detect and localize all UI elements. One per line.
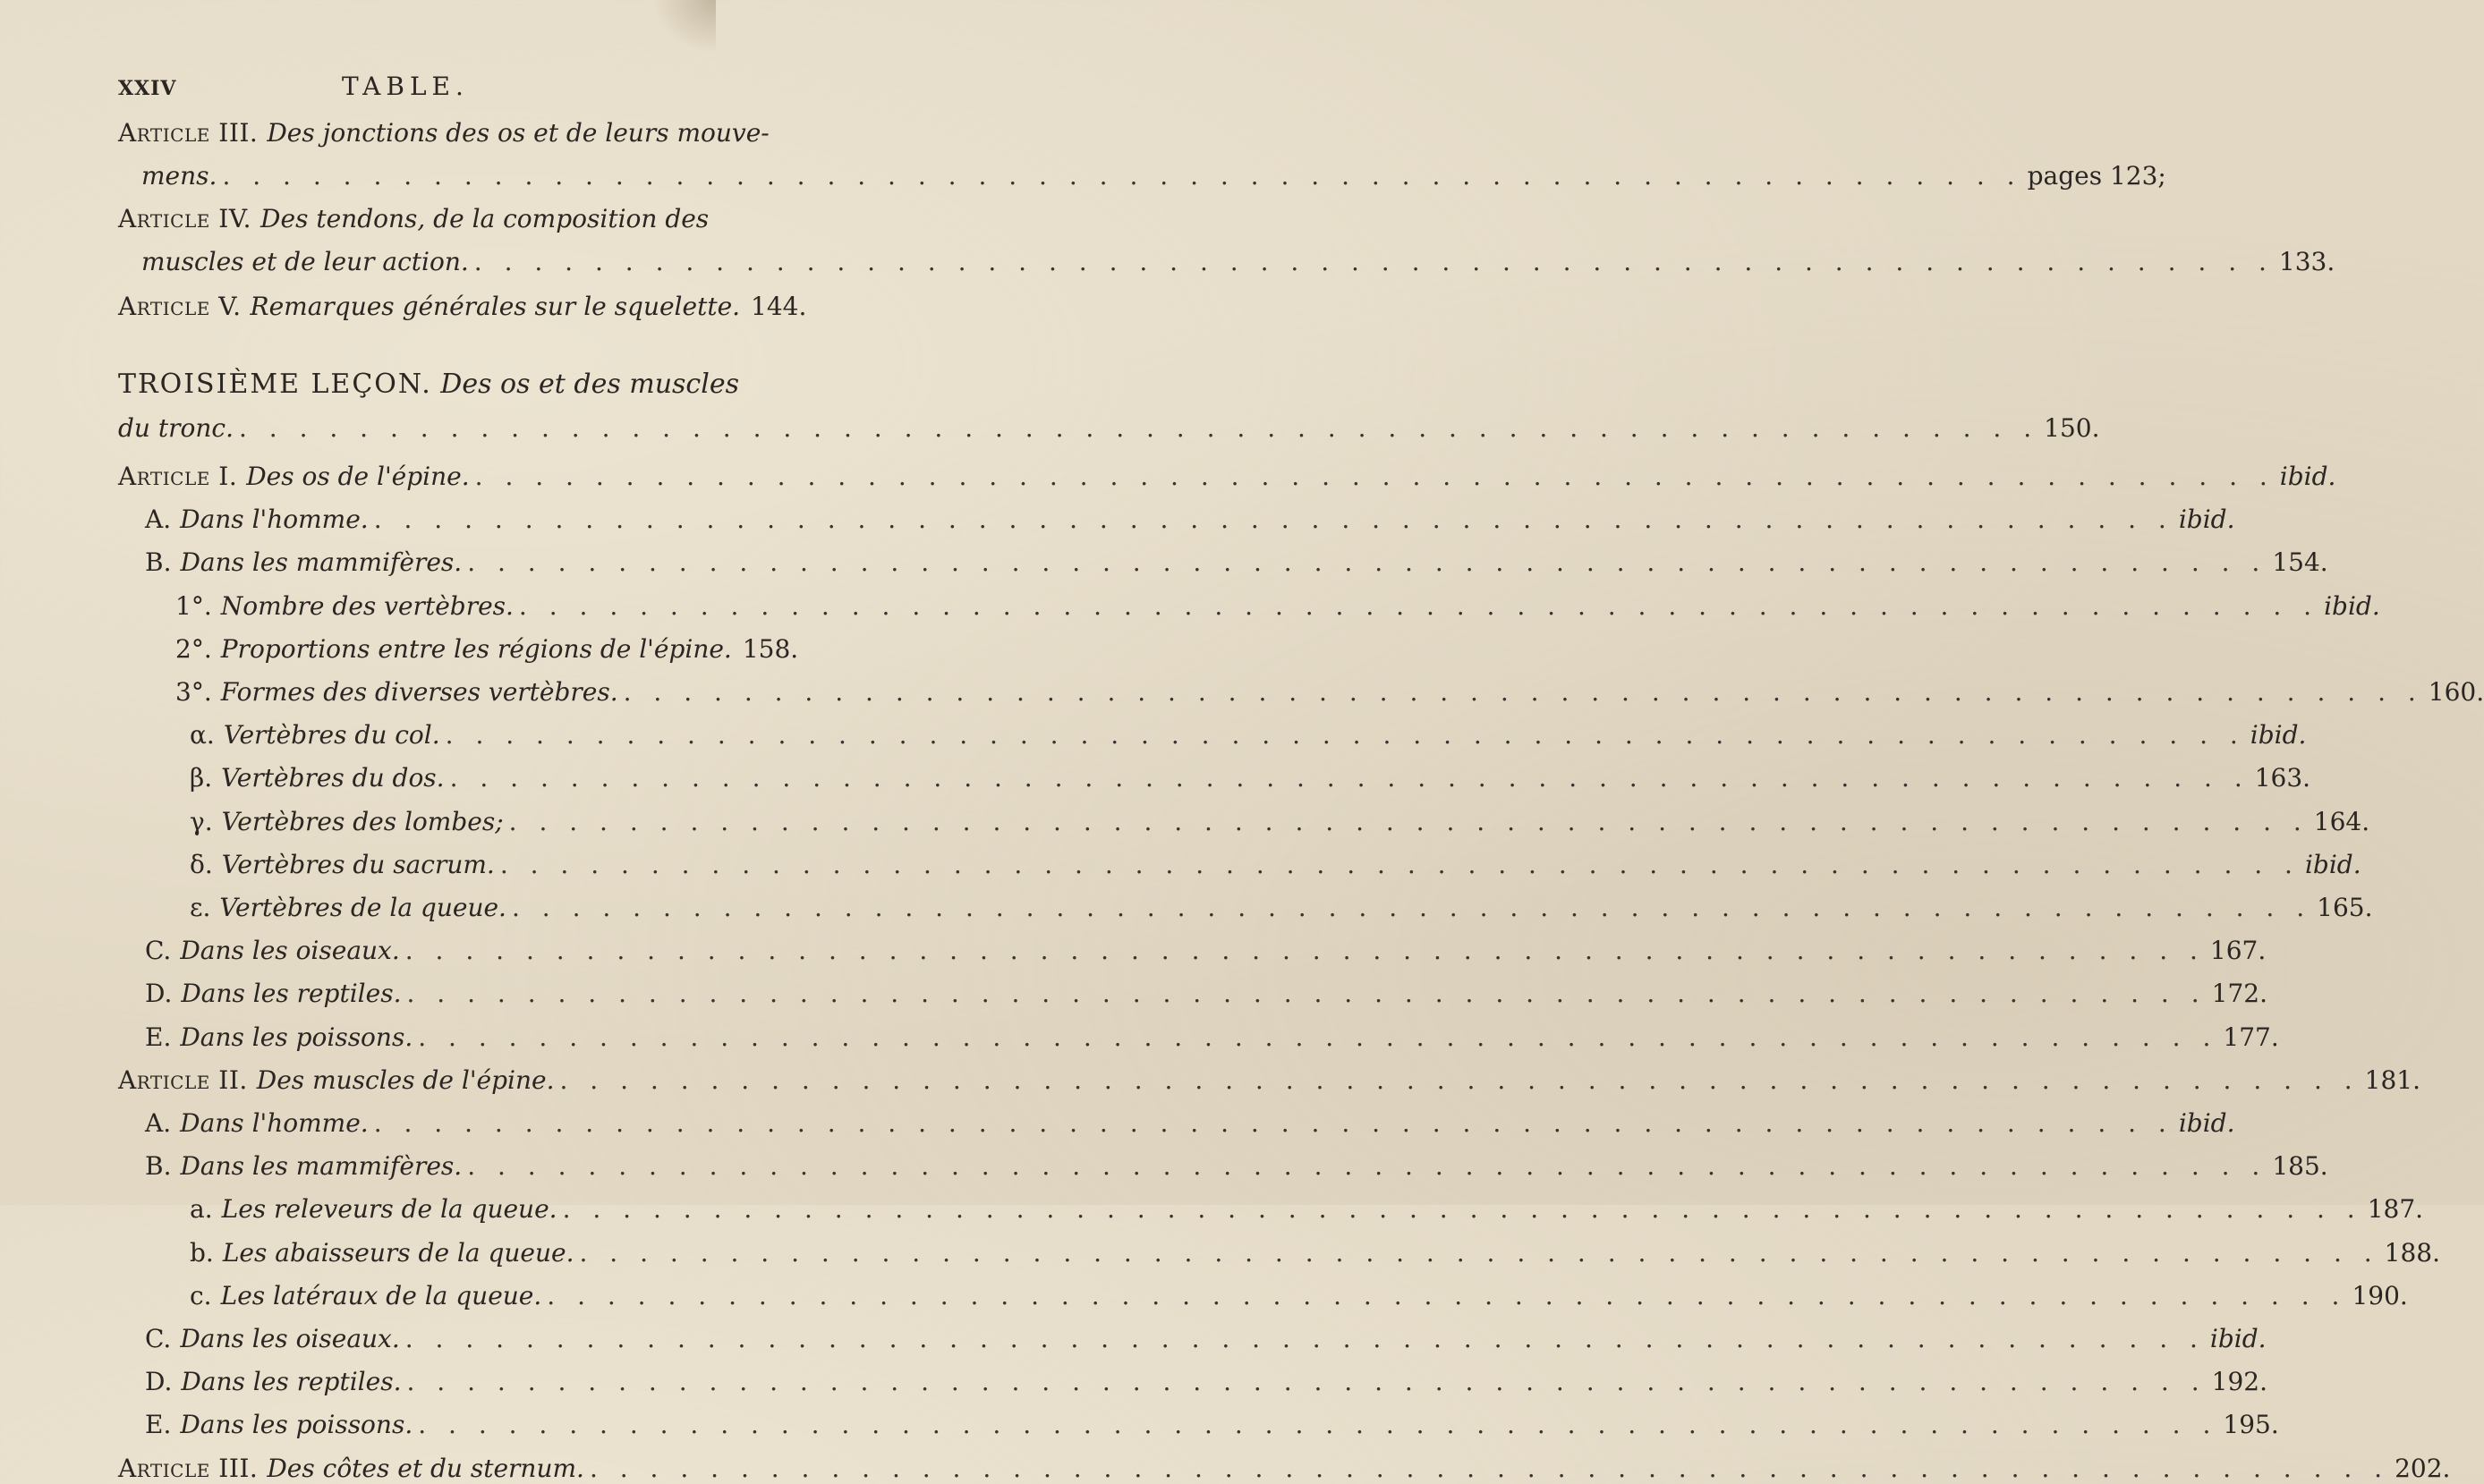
- leader-dots: [374, 505, 2174, 535]
- toc-entry-marker: c.: [190, 1281, 212, 1310]
- toc-entry-page: ibid.: [2324, 591, 2380, 621]
- toc-entry-page: pages 123;: [2027, 161, 2166, 191]
- toc-entry-page: 185.: [2272, 1151, 2328, 1181]
- toc-entry-page: ibid.: [2279, 462, 2336, 491]
- toc-entry-text: Dans les poissons.: [180, 1022, 413, 1052]
- toc-entry-text: Dans les oiseaux.: [180, 936, 400, 965]
- lecon-heading: [118, 369, 739, 400]
- toc-entry-page: 187.: [2367, 1194, 2424, 1224]
- leader-dots: [374, 1108, 2174, 1139]
- page-number: XXIV: [118, 77, 177, 100]
- leader-dots: [474, 247, 2274, 277]
- toc-entry-page: 188.: [2384, 1238, 2440, 1268]
- toc-entry-marker: b.: [190, 1238, 214, 1268]
- toc-entry: [175, 677, 2484, 708]
- toc-entry-text: Vertèbres des lombes;: [221, 807, 504, 836]
- leader-dots: [239, 413, 2038, 444]
- toc-entry-marker: C.: [145, 936, 172, 965]
- toc-entry-page: ibid.: [2178, 505, 2235, 534]
- toc-entry-marker: D.: [145, 1367, 173, 1396]
- toc-entry-page: 154.: [2272, 547, 2328, 577]
- toc-entry-marker: 1°.: [175, 591, 212, 621]
- leader-dots: [475, 462, 2275, 492]
- toc-entry: [118, 462, 2336, 492]
- leader-dots: [500, 850, 2300, 880]
- toc-entry-text: Formes des diverses vertèbres.: [220, 677, 618, 707]
- toc-entry-text: Vertèbres de la queue.: [219, 893, 506, 922]
- toc-entry: [145, 505, 2235, 535]
- leader-dots: [406, 979, 2206, 1009]
- toc-entry-lead: Article V.: [118, 292, 242, 321]
- toc-entry-article-3-line2: [141, 161, 2166, 191]
- toc-entry-text-cont: mens.: [141, 161, 217, 191]
- toc-entry-text: Les releveurs de la queue.: [221, 1194, 557, 1224]
- leader-dots: [406, 1367, 2206, 1397]
- toc-entry-marker: δ.: [190, 850, 213, 879]
- leader-dots: [519, 591, 2318, 622]
- toc-entry-page: ibid.: [2304, 850, 2361, 879]
- toc-entry-text: Dans l'homme.: [180, 1108, 369, 1138]
- toc-entry-text: Dans les reptiles.: [181, 979, 402, 1008]
- toc-entry-page: 144.: [751, 292, 807, 321]
- toc-entry-marker: B.: [145, 547, 172, 577]
- toc-entry: [190, 720, 2307, 750]
- toc-entry: [118, 1454, 2451, 1484]
- toc-entry-page: 181.: [2364, 1065, 2420, 1095]
- toc-entry-text: Des muscles de l'épine.: [256, 1065, 555, 1095]
- toc-entry-page: 150.: [2044, 413, 2100, 443]
- toc-entry: [190, 893, 2373, 923]
- toc-entry-text: Vertèbres du sacrum.: [221, 850, 495, 879]
- toc-entry-marker: 2°.: [175, 634, 212, 664]
- running-title: TABLE.: [342, 72, 469, 101]
- toc-entry-page: 167.: [2209, 936, 2267, 965]
- toc-entry-marker: ε.: [190, 893, 211, 922]
- toc-entry-text: Les abaisseurs de la queue.: [222, 1238, 574, 1268]
- leader-dots: [450, 763, 2250, 793]
- toc-entry-marker: α.: [190, 720, 215, 750]
- toc-entry: [175, 634, 799, 665]
- toc-entry-text: Des côtes et du sternum.: [267, 1454, 584, 1483]
- toc-entry-page: 172.: [2211, 979, 2267, 1008]
- leader-dots: [512, 893, 2311, 923]
- toc-entry-page: 202.: [2395, 1454, 2451, 1483]
- leader-dots: [467, 1151, 2267, 1182]
- leader-dots: [560, 1065, 2360, 1096]
- toc-entry-marker: C.: [145, 1324, 172, 1353]
- toc-entry-text: Dans l'homme.: [180, 505, 369, 534]
- toc-entry: [190, 1238, 2440, 1268]
- leader-dots: [222, 161, 2021, 191]
- toc-entry-text-cont: muscles et de leur action.: [141, 247, 469, 276]
- toc-entry-page: ibid.: [2209, 1324, 2267, 1353]
- toc-entry-text: Des os de l'épine.: [246, 462, 470, 491]
- toc-entry-marker: A.: [145, 505, 172, 534]
- toc-entry-page: ibid.: [2178, 1108, 2235, 1138]
- lecon-subtitle-cont: du tronc.: [118, 413, 234, 443]
- toc-entry-page: 163.: [2254, 763, 2311, 793]
- lecon-subtitle: Des os et des muscles: [440, 369, 739, 400]
- toc-entry-lead: Article I.: [118, 462, 238, 491]
- leader-dots: [418, 1410, 2217, 1440]
- toc-entry: [145, 1324, 2267, 1354]
- toc-entry: [145, 1367, 2267, 1397]
- toc-entry: [145, 1410, 2279, 1440]
- toc-entry: [190, 1194, 2424, 1225]
- toc-entry: [190, 763, 2311, 793]
- toc-entry-text: Vertèbres du col.: [223, 720, 440, 750]
- toc-entry-text: Dans les poissons.: [180, 1410, 413, 1439]
- toc-entry-text: Des jonctions des os et de leurs mouve-: [267, 118, 770, 148]
- toc-entry-marker: γ.: [190, 807, 213, 836]
- toc-entry-text: Dans les oiseaux.: [180, 1324, 400, 1353]
- toc-entry-text: Dans les reptiles.: [181, 1367, 402, 1396]
- toc-entry: [145, 936, 2267, 966]
- page-header: [118, 72, 691, 107]
- toc-entry-lead: Article III.: [118, 118, 259, 148]
- toc-entry-page: 133.: [2278, 247, 2335, 276]
- toc-entry-article-4-line2: [141, 247, 2335, 277]
- toc-entry-text: Nombre des vertèbres.: [220, 591, 514, 621]
- leader-dots: [590, 1454, 2389, 1484]
- toc-entry: [145, 1022, 2279, 1053]
- toc-entry-lead: Article IV.: [118, 204, 252, 233]
- toc-entry-text: Remarques générales sur le squelette.: [250, 292, 741, 321]
- toc-entry-marker: A.: [145, 1108, 172, 1138]
- toc-entry-marker: β.: [190, 763, 213, 793]
- lecon-title: TROISIÈME LEÇON.: [118, 369, 432, 400]
- toc-entry-marker: B.: [145, 1151, 172, 1181]
- leader-dots: [418, 1022, 2217, 1053]
- toc-entry-text: Proportions entre les régions de l'épine.: [220, 634, 732, 664]
- toc-entry-text: Dans les mammifères.: [180, 547, 463, 577]
- leader-dots: [580, 1238, 2379, 1268]
- toc-entry-article-4-line1: [118, 204, 710, 234]
- toc-entry-page: 177.: [2223, 1022, 2279, 1052]
- toc-entry-article-5: [118, 292, 807, 322]
- toc-entry-lead: Article II.: [118, 1065, 248, 1095]
- toc-entry: [190, 1281, 2408, 1311]
- leader-dots: [446, 720, 2245, 750]
- toc-entry: [190, 850, 2361, 880]
- leader-dots: [563, 1194, 2362, 1225]
- toc-entry: [145, 1151, 2328, 1182]
- toc-entry-page: 195.: [2223, 1410, 2279, 1439]
- leader-dots: [509, 807, 2309, 837]
- toc-entry-marker: E.: [145, 1410, 172, 1439]
- toc-entry-lead: Article III.: [118, 1454, 259, 1483]
- toc-entry-page: 158.: [742, 634, 799, 664]
- toc-entry: [175, 591, 2380, 622]
- leader-dots: [624, 677, 2423, 708]
- toc-entry: [190, 807, 2370, 837]
- toc-entry-page: 160.: [2428, 677, 2484, 707]
- toc-entry: [145, 1108, 2235, 1139]
- toc-entry-page: 165.: [2317, 893, 2373, 922]
- leader-dots: [547, 1281, 2346, 1311]
- toc-entry-page: 190.: [2352, 1281, 2408, 1310]
- lecon-heading-cont: [118, 413, 2100, 444]
- page-stain: [653, 0, 716, 54]
- leader-dots: [467, 547, 2267, 578]
- toc-entry-text: Vertèbres du dos.: [221, 763, 445, 793]
- toc-entry-marker: E.: [145, 1022, 172, 1052]
- toc-entry-marker: D.: [145, 979, 173, 1008]
- toc-entry-text: Dans les mammifères.: [180, 1151, 463, 1181]
- toc-entry-text: Des tendons, de la composition des: [260, 204, 710, 233]
- toc-entry-marker: 3°.: [175, 677, 212, 707]
- toc-entry: [118, 1065, 2420, 1096]
- leader-dots: [405, 936, 2205, 966]
- toc-entry-page: ibid.: [2250, 720, 2307, 750]
- toc-entry: [145, 547, 2328, 578]
- toc-entry: [145, 979, 2267, 1009]
- toc-entry-text: Les latéraux de la queue.: [220, 1281, 542, 1310]
- toc-entry-article-3-line1: [118, 118, 770, 148]
- toc-entry-marker: a.: [190, 1194, 213, 1224]
- leader-dots: [405, 1324, 2205, 1354]
- toc-entry-page: 164.: [2313, 807, 2370, 836]
- toc-entry-page: 192.: [2211, 1367, 2267, 1396]
